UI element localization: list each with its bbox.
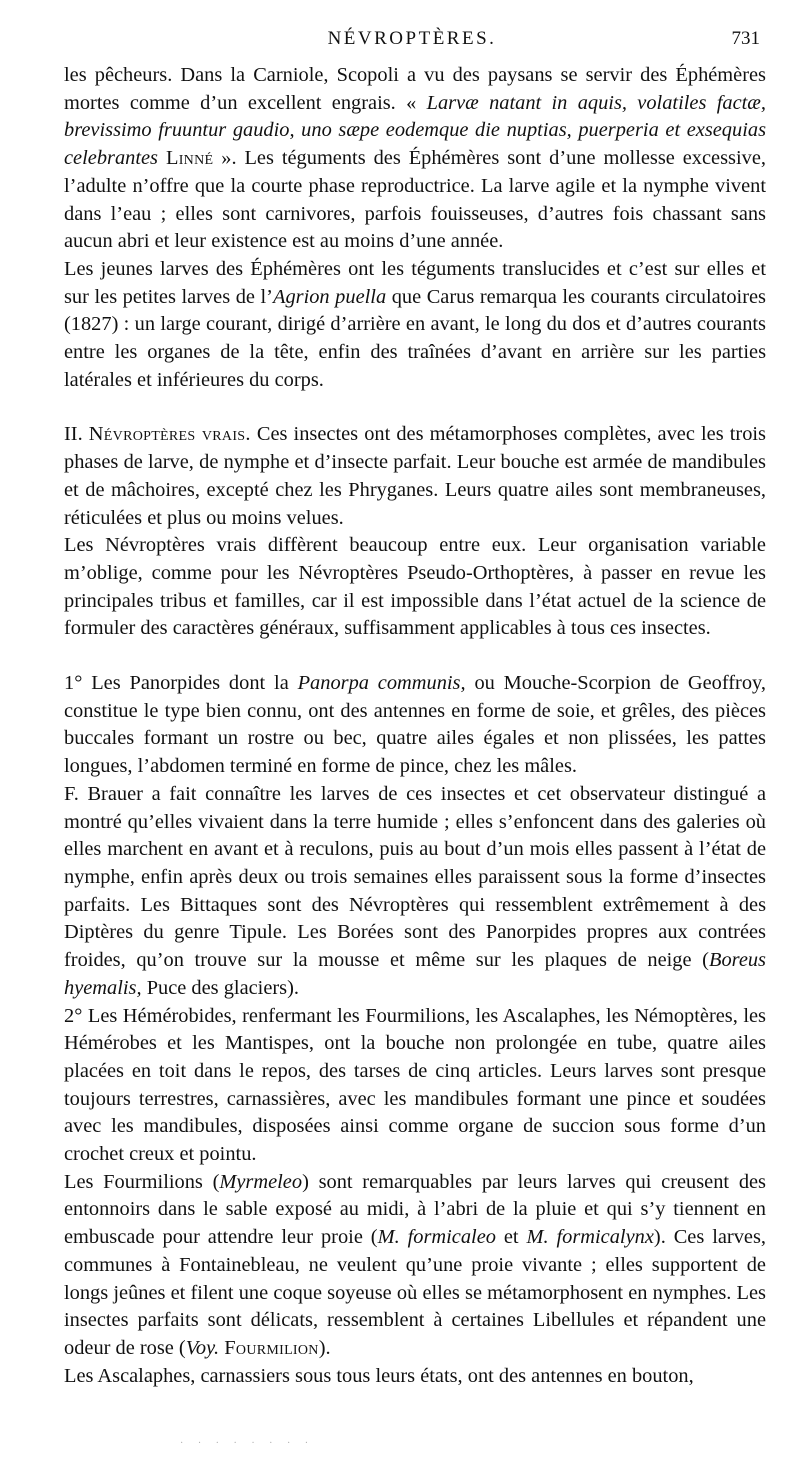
text-run: Les Ascalaphes, carnassiers sous tous leurs états, ont des antennes en bouton, xyxy=(64,1364,694,1387)
text-run xyxy=(158,147,166,169)
text-run: 2° Les Hémérobides, renfermant les Fourmilions, les Ascalaphes, les Némoptères, les Hémérobes et les Mantispes, ont la bouche non prolongée en tube, quatre ailes placées en toit dans le repos, des tarses de cinq articles. Leurs larves sont presque toujours terrestres, carnassières, avec les mandibules formant une pince et soudées avec les mandibules, disposées ainsi comme organe de succion sous forme d’un crochet creux et pointu. xyxy=(64,1004,766,1166)
italic-run: Boreus hyemalis, xyxy=(64,949,766,999)
italic-run: Larvæ natant in aquis, volatiles factæ, brevissimo fruuntur gaudio, uno sæpe eodemque die nuptias, puerperia et exsequias celebrantes xyxy=(64,91,766,170)
paragraph-fourmilions xyxy=(64,1169,766,1363)
italic-run: Panorpa communis, xyxy=(297,672,466,695)
italic-run: Agrion puella xyxy=(272,285,387,308)
italic-run: Myrmeleo xyxy=(219,1170,303,1193)
text-run: les pêcheurs. Dans la Carniole, Scopoli a vu des paysans se servir des Éphémères mortes comme d’un excellent engrais. « xyxy=(64,64,766,114)
text-run: F. Brauer a fait connaître les larves de ces insectes et cet observateur distingué a montré qu’elles vivaient dans la terre humide ; elles s’enfoncent dans des galeries où elles marchent en avant et à reculons, puis au bout d’un mois elles passent à l’état de nymphe, enfin après deux ou trois semaines elles paraissent sous la forme d’insectes parfaits. Les Bittaques sont des Névroptères qui ressemblent extrêmement à des Diptères du genre Tipule. Les Borées sont des Panorpides propres aux contrées froides, qu’on trouve sur la mousse et même sur les plaques de neige ( xyxy=(64,782,766,972)
italic-run: M. formicalynx xyxy=(526,1226,654,1249)
text-run: Ces insectes ont des métamorphoses complètes, avec les trois phases de larve, de nymphe et d’insecte parfait. Leur bouche est armée de mandibules et de mâchoires, excepté chez les Phryganes. Leurs quatre ailes sont membraneuses, réticulées et plus ou moins velues. xyxy=(64,423,766,529)
paragraph-larvae-circulation xyxy=(64,256,766,395)
italic-run: M. formicaleo xyxy=(377,1226,496,1249)
text-run: ». Les téguments des Éphémères sont d’une mollesse excessive, l’adulte n’offre que la courte phase reproductrice. La larve agile et la nymphe vivent dans l’eau ; elles sont carnivores, parfois fouisseuses, d’autres fois chassant sans aucun abri et leur existence est au moins d’une année. xyxy=(64,147,766,253)
paragraph-brauer xyxy=(64,781,766,1003)
paragraph-continued xyxy=(64,62,766,256)
running-title: NÉVROPTÈRES. xyxy=(327,28,497,49)
text-run: Les Fourmilions ( xyxy=(64,1170,220,1193)
text-run: Les jeunes larves des Éphémères ont les téguments translucides et c’est sur elles et sur les petites larves de l’ xyxy=(64,257,766,308)
text-run: 1° Les Panorpides dont la xyxy=(64,672,298,695)
paragraph-ascalaphes xyxy=(64,1363,766,1391)
text-run: Les Névroptères vrais diffèrent beaucoup entre eux. Leur organisation variable m’oblige, comme pour les Névroptères Pseudo-Orthoptères, à passer en revue les principales tribus et familles, car il est impossible dans l’état actuel de la science de formuler des caractères généraux, suffisamment applicables à tous ces insectes. xyxy=(64,534,766,640)
text-run: Puce des glaciers). xyxy=(141,976,299,999)
page-header xyxy=(64,24,760,60)
italic-run: Voy. xyxy=(185,1336,220,1359)
paragraph-hemerobides xyxy=(64,1003,766,1169)
paragraph-panorpides xyxy=(64,670,766,781)
paragraph-nevropteres-vrais xyxy=(64,421,766,532)
text-run: que Carus remarqua les courants circulatoires (1827) : un large courant, dirigé d’arrière en avant, le long du dos et d’autres courants entre les organes de la tête, enfin des traînées d’avant en arrière sur les parties latérales et inférieures du corps. xyxy=(64,285,766,391)
small-caps-run: Fourmilion xyxy=(224,1336,319,1359)
paragraph-organisation xyxy=(64,532,766,643)
text-run: ). xyxy=(318,1336,331,1359)
page-number: 731 xyxy=(731,28,760,49)
scan-specks: · · · · · · · · xyxy=(180,1438,315,1449)
text-run: II. xyxy=(64,423,89,446)
page-body xyxy=(64,62,766,1390)
small-caps-run: Névroptères vrais. xyxy=(88,423,251,446)
text-run: ou Mouche-Scorpion de Geoffroy, constitue le type bien connu, ont des antennes en forme de soie, et grêles, des pièces buccales formant un rostre ou bec, quatre ailes égales et non plissées, les pattes longues, l’abdomen terminé en forme de pince, chez les mâles. xyxy=(64,672,766,778)
text-run: ) sont remarquables par leurs larves qui creusent des entonnoirs dans le sable exposé au midi, à l’abri de la pluie et qui s’y tiennent en embuscade pour attendre leur proie ( xyxy=(64,1170,766,1249)
text-run: et xyxy=(495,1226,527,1249)
text-run: ). Ces larves, communes à Fontainebleau, ne veulent qu’une proie vivante ; elles supportent de longs jeûnes et filent une coque soyeuse où elles se métamorphosent en nymphes. Les insectes parfaits sont délicats, ressemblent à certaines Libellules et répandent une odeur de rose ( xyxy=(64,1226,766,1359)
small-caps-run: Linné xyxy=(165,147,214,170)
